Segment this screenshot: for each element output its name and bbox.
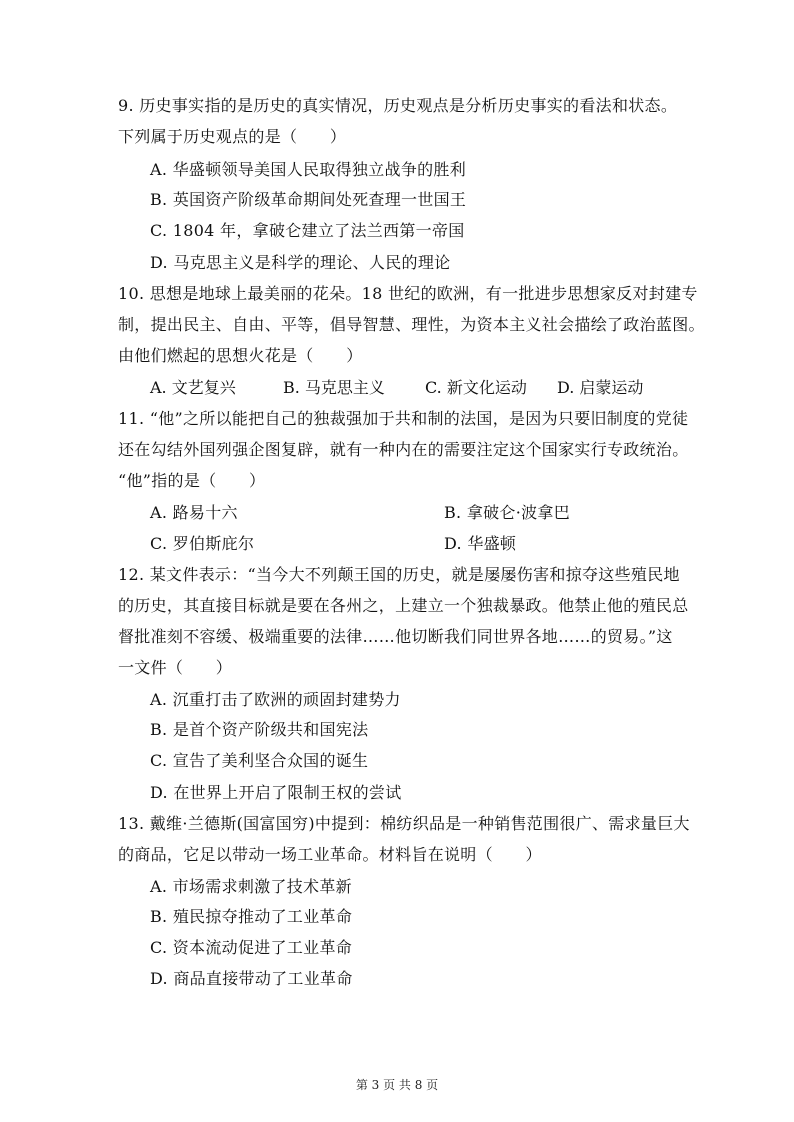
question-9-option-c: C. 1804 年，拿破仑建立了法兰西第一帝国 xyxy=(150,221,465,240)
question-13-option-b: B. 殖民掠夺推动了工业革命 xyxy=(150,907,353,926)
question-10-stem-line-2: 制，提出民主、自由、平等，倡导智慧、理性，为资本主义社会描绘了政治蓝图。 xyxy=(118,315,705,334)
question-10-option-d: D. 启蒙运动 xyxy=(557,378,644,397)
question-11-stem-line-3: “他”指的是（ ） xyxy=(118,471,266,490)
question-12-stem-line-2: 的历史，其直接目标就是要在各州之，上建立一个独裁暴政。他禁止他的殖民总 xyxy=(118,596,689,615)
question-11-option-a: A. 路易十六 xyxy=(150,503,238,522)
question-13-option-c: C. 资本流动促进了工业革命 xyxy=(150,938,353,957)
question-12-stem-line-4: 一文件（ ） xyxy=(118,658,233,677)
question-10-stem-line-3: 由他们燃起的思想火花是（ ） xyxy=(118,346,363,365)
question-11-option-d: D. 华盛顿 xyxy=(444,534,517,553)
question-11-stem-line-1: 11. “他”之所以能把自己的独裁强加于共和制的法国，是因为只要旧制度的党徒 xyxy=(118,409,689,428)
question-13-option-a: A. 市场需求刺激了技术革新 xyxy=(150,877,352,896)
question-12-stem-line-3: 督批准刻不容缓、极端重要的法律……他切断我们同世界各地……的贸易。”这 xyxy=(118,627,673,646)
question-12-stem-line-1: 12. 某文件表示：“当今大不列颠王国的历史，就是屡屡伤害和掠夺这些殖民地 xyxy=(118,565,680,584)
question-9-option-b: B. 英国资产阶级革命期间处死查理一世国王 xyxy=(150,190,467,209)
question-9-option-a: A. 华盛顿领导美国人民取得独立战争的胜利 xyxy=(150,160,467,179)
question-9-stem-line-1: 9. 历史事实指的是历史的真实情况，历史观点是分析历史事实的看法和状态。 xyxy=(118,96,678,115)
question-13-stem-line-1: 13. 戴维·兰德斯(国富国穷)中提到：棉纺织品是一种销售范围很广、需求量巨大 xyxy=(118,814,690,833)
question-12-option-c: C. 宣告了美利坚合众国的诞生 xyxy=(150,751,369,770)
question-10-option-a: A. 文艺复兴 xyxy=(150,378,236,397)
question-11-option-c: C. 罗伯斯庇尔 xyxy=(150,534,255,553)
question-12-option-d: D. 在世界上开启了限制王权的尝试 xyxy=(150,783,402,802)
question-10-stem-line-1: 10. 思想是地球上最美丽的花朵。18 世纪的欧洲，有一批进步思想家反对封建专 xyxy=(118,284,698,303)
question-11-option-b: B. 拿破仑·波拿巴 xyxy=(444,503,571,522)
question-12-option-a: A. 沉重打击了欧洲的顽固封建势力 xyxy=(150,690,401,709)
question-9-option-d: D. 马克思主义是科学的理论、人民的理论 xyxy=(150,253,451,272)
question-10-option-b: B. 马克思主义 xyxy=(283,378,385,397)
question-10-option-c: C. 新文化运动 xyxy=(425,378,527,397)
question-13-option-d: D. 商品直接带动了工业革命 xyxy=(150,969,353,988)
question-9-stem-line-2: 下列属于历史观点的是（ ） xyxy=(118,127,347,146)
question-13-stem-line-2: 的商品，它足以带动一场工业革命。材料旨在说明（ ） xyxy=(118,845,542,864)
page-number-footer: 第 3 页 共 8 页 xyxy=(355,1078,439,1092)
question-12-option-b: B. 是首个资产阶级共和国宪法 xyxy=(150,720,369,739)
question-11-stem-line-2: 还在勾结外国列强企图复辟，就有一种内在的需要注定这个国家实行专政统治。 xyxy=(118,440,689,459)
